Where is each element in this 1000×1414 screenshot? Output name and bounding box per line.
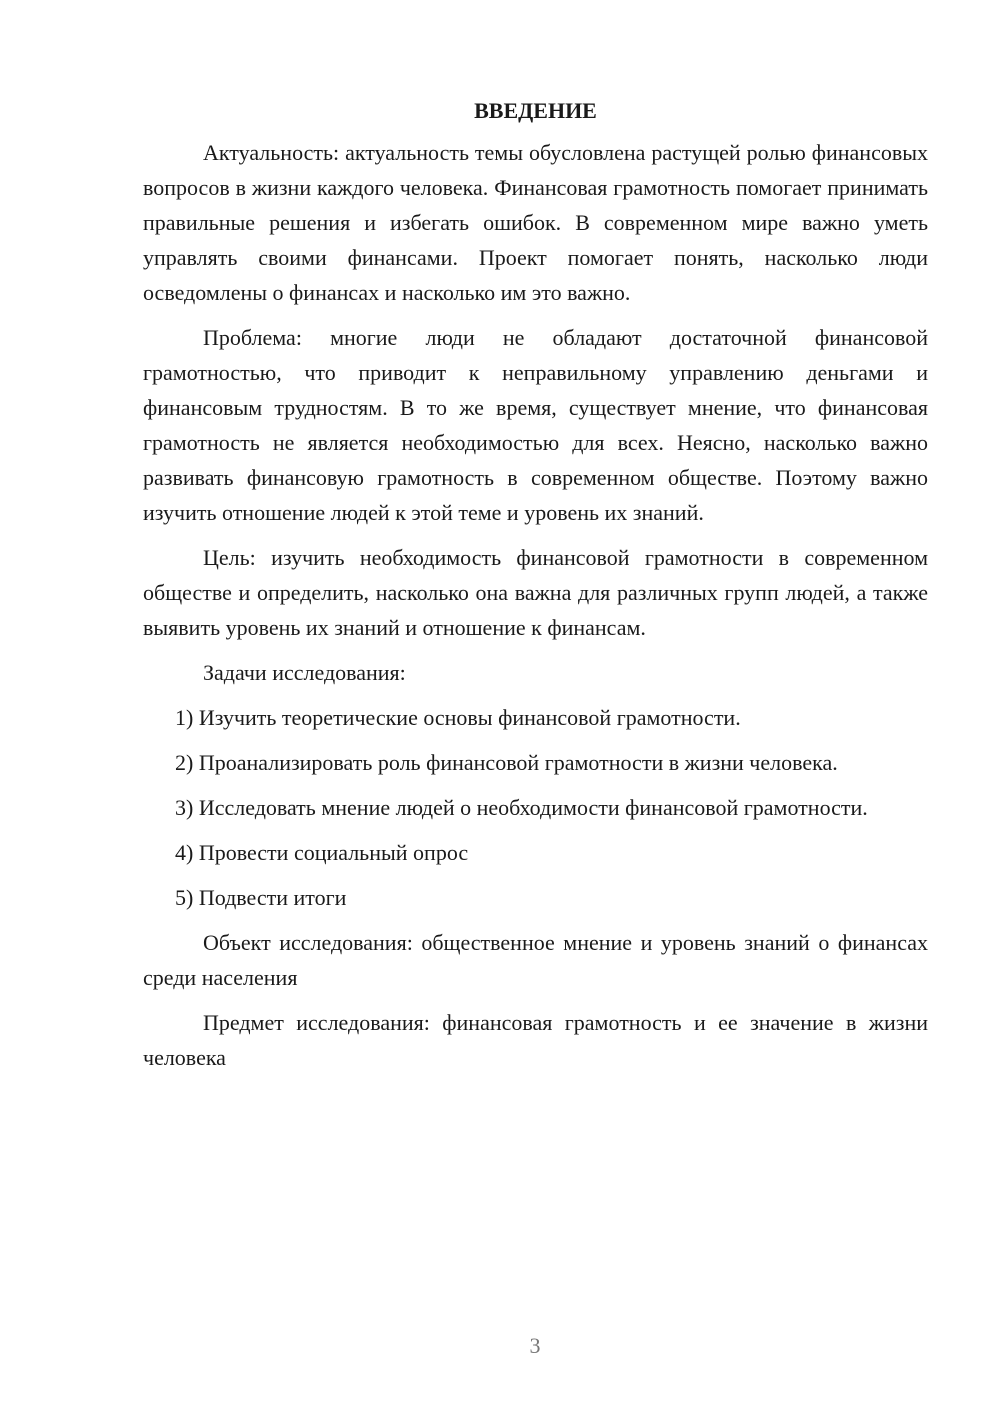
paragraph-object: Объект исследования: общественное мнение и уровень знаний о финансах среди населения bbox=[143, 930, 928, 990]
page-content bbox=[143, 93, 928, 1075]
tasks-heading: Задачи исследования: bbox=[203, 660, 406, 685]
paragraph-subject: Предмет исследования: финансовая грамотность и ее значение в жизни человека bbox=[143, 1010, 928, 1070]
task-item-4: 4) Провести социальный опрос bbox=[175, 840, 469, 865]
task-item-1: 1) Изучить теоретические основы финансовой грамотности. bbox=[175, 705, 741, 730]
paragraph-goal: Цель: изучить необходимость финансовой грамотности в современном обществе и определить, насколько она важна для различных групп людей, а также выявить уровень их знаний и отношение к финансам. bbox=[143, 545, 928, 640]
page-number: 3 bbox=[529, 1333, 541, 1358]
task-item-5: 5) Подвести итоги bbox=[175, 885, 347, 910]
page-title: ВВЕДЕНИЕ bbox=[474, 98, 597, 123]
paragraph-problem: Проблема: многие люди не обладают достаточной финансовой грамотностью, что приводит к неправильному управлению деньгами и финансовым трудностям. В то же время, существует мнение, что финансовая грамотность не является необходимостью для всех. Неясно, насколько важно развивать финансовую грамотность в современном обществе. Поэтому важно изучить отношение людей к этой теме и уровень их знаний. bbox=[143, 325, 928, 525]
task-item-2: 2) Проанализировать роль финансовой грамотности в жизни человека. bbox=[175, 750, 838, 775]
task-item-3: 3) Исследовать мнение людей о необходимости финансовой грамотности. bbox=[175, 795, 868, 820]
paragraph-relevance: Актуальность: актуальность темы обусловлена растущей ролью финансовых вопросов в жизни каждого человека. Финансовая грамотность помогает принимать правильные решения и избегать ошибок. В современном мире важно уметь управлять своими финансами. Проект помогает понять, насколько люди осведомлены о финансах и насколько им это важно. bbox=[143, 140, 928, 305]
